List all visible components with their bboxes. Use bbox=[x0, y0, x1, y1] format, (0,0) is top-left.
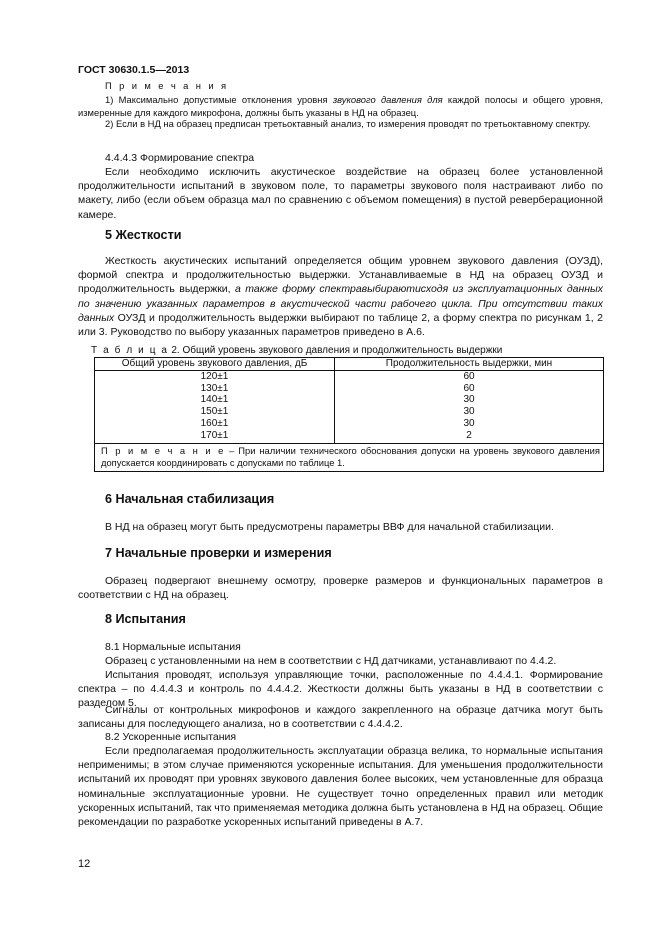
document-header: ГОСТ 30630.1.5—2013 bbox=[78, 64, 190, 76]
table-row bbox=[95, 406, 604, 418]
table-cell: 160±1 bbox=[95, 418, 335, 430]
table-2-caption: Т а б л и ц а 2. Общий уровень звукового давления и продолжительность выдержки bbox=[91, 345, 503, 356]
table-cell: 120±1 bbox=[95, 370, 335, 382]
table-cell: 30 bbox=[335, 394, 604, 406]
section-5-text: Жесткость акустических испытаний определяется общим уровнем звукового давления (ОУЗД), формой спектра и продолжительностью выдержки. Устанавливаемые в НД на образец ОУЗД и продолжительность выдержки, а также форму спектравыбираютисходя из эксплуатационных данных по значению указанных параметров в акустической части рабочего цикла. При отсутствии таких данных ОУЗД и продолжительность выдержки выбирают по таблице 2, а форму спектра по рисункам 1, 2 или 3. Руководство по выбору указанных параметров приведено в А.6. bbox=[78, 255, 603, 339]
page-number: 12 bbox=[78, 858, 91, 870]
table-2 bbox=[94, 357, 604, 472]
table-row bbox=[95, 430, 604, 443]
table-row bbox=[95, 394, 604, 406]
table-cell: 150±1 bbox=[95, 406, 335, 418]
section-7-heading: 7 Начальные проверки и измерения bbox=[105, 546, 332, 560]
note-2: 2) Если в НД на образец предписан третьоктавный анализ, то измерения проводят по третьоктавному спектру. bbox=[105, 118, 591, 129]
section-8-1-p1: Образец с установленными на нем в соответствии с НД датчиками, устанавливают по 4.4.2. bbox=[105, 655, 557, 667]
table-cell: 2 bbox=[335, 430, 604, 443]
section-8-2-p1: Если предполагаемая продолжительность эксплуатации образца велика, то нормальные испытания неприменимы; в этом случае применяются ускоренные испытания. Для уменьшения продолжительности испытаний их проводят при уровнях звукового давления более высоких, чем установленные для образца номинальные эксплуатационные уровни. Не существует точно определенных правил или методик ускоренных испытаний, так что применяемая методика должна быть установлена в НД на образец. Общие рекомендации по разработке ускоренных испытаний приведены в А.7. bbox=[78, 745, 603, 829]
table-row bbox=[95, 418, 604, 430]
note-1: 1) Максимально допустимые отклонения уровня звукового давления для каждой полосы и общего уровня, измеренные для каждого микрофона, должны быть указаны в НД на образец. bbox=[78, 94, 603, 118]
section-8-1-title: 8.1 Нормальные испытания bbox=[105, 641, 241, 653]
table-cell: 170±1 bbox=[95, 430, 335, 443]
table-header-cell: Общий уровень звукового давления, дБ bbox=[95, 358, 335, 371]
table-cell: 60 bbox=[335, 383, 604, 395]
section-8-heading: 8 Испытания bbox=[105, 612, 186, 626]
section-6-heading: 6 Начальная стабилизация bbox=[105, 492, 275, 506]
table-cell: 130±1 bbox=[95, 383, 335, 395]
table-note: П р и м е ч а н и е – При наличии технического обоснования допуски на уровень звукового давления допускается координировать с допусками по таблице 1. bbox=[95, 443, 604, 471]
clause-4-4-4-3-title: 4.4.4.3 Формирование спектра bbox=[105, 152, 255, 164]
clause-4-4-4-3-text: Если необходимо исключить акустическое воздействие на образец более установленной продолжительности испытаний в звуковом поле, то параметры звукового поля настраивают либо по макету, либо (если объем образца мал по сравнению с объемом помещения) в пустой реверберационной камере. bbox=[78, 166, 603, 221]
section-8-1-p2: Испытания проводят, используя управляющие точки, расположенные по 4.4.4.1. Формирование спектра – по 4.4.4.3 и контроль по 4.4.4.2. Жесткости должны быть указаны в НД в соответствии с разделом 5. bbox=[78, 669, 603, 710]
table-header-cell: Продолжительность выдержки, мин bbox=[335, 358, 604, 371]
table-cell: 140±1 bbox=[95, 394, 335, 406]
table-row bbox=[95, 370, 604, 382]
section-7-text: Образец подвергают внешнему осмотру, проверке размеров и функциональных параметров в соответствии с НД на образец. bbox=[78, 575, 603, 602]
section-5-heading: 5 Жесткости bbox=[105, 228, 182, 242]
section-8-2-title: 8.2 Ускоренные испытания bbox=[105, 731, 237, 743]
table-cell: 30 bbox=[335, 406, 604, 418]
section-8-1-p3: Сигналы от контрольных микрофонов и каждого закрепленного на образце датчика могут быть записаны для последующего анализа, но в соответствии с 4.4.4.2. bbox=[78, 704, 603, 731]
table-note-row bbox=[95, 443, 604, 471]
table-row bbox=[95, 383, 604, 395]
table-cell: 30 bbox=[335, 418, 604, 430]
table-header-row bbox=[95, 358, 604, 371]
section-6-text: В НД на образец могут быть предусмотрены параметры ВВФ для начальной стабилизации. bbox=[105, 521, 554, 533]
table-cell: 60 bbox=[335, 370, 604, 382]
notes-label: П р и м е ч а н и я bbox=[105, 80, 229, 91]
